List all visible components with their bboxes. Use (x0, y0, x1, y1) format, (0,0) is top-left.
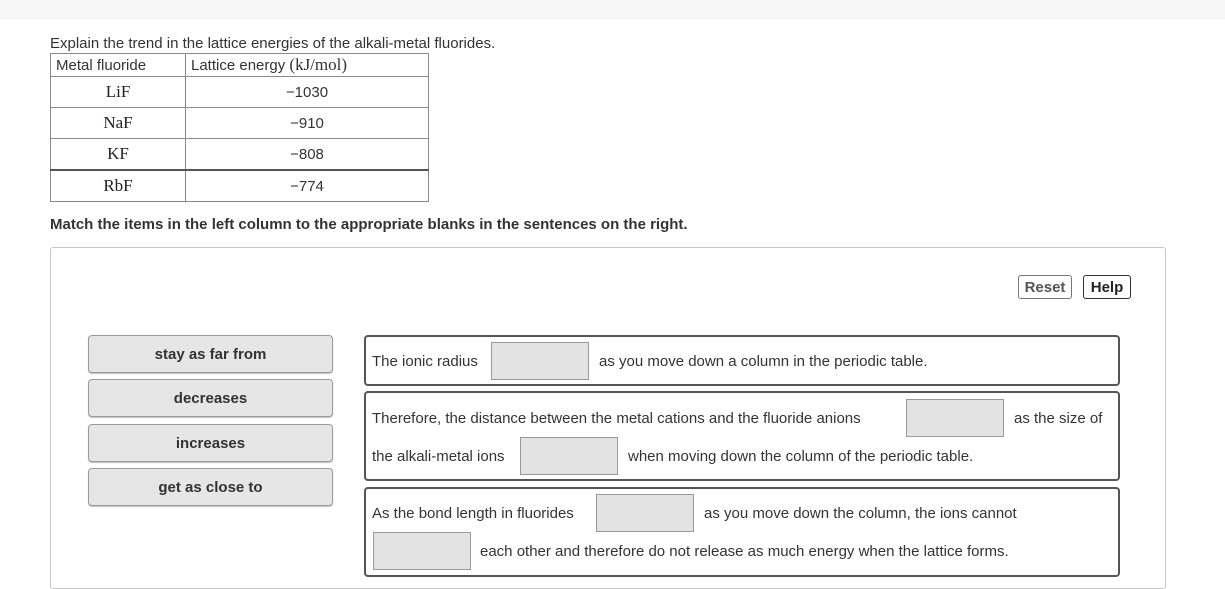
lattice-energy-table (50, 53, 429, 202)
sentence-box-3 (364, 487, 1120, 577)
sentence-3-text-c: each other and therefore do not release as much energy when the lattice forms. (480, 543, 1009, 560)
energy-cell: −774 (186, 170, 429, 202)
drop-target-3[interactable] (520, 437, 618, 475)
header-metal-fluoride: Metal fluoride (51, 54, 186, 77)
table-row (51, 139, 429, 171)
reset-button[interactable]: Reset (1018, 275, 1072, 299)
drop-target-5[interactable] (373, 532, 471, 570)
header-lattice-energy-label: Lattice energy (191, 57, 286, 74)
instruction-text: Match the items in the left column to the appropriate blanks in the sentences on the right. (50, 216, 688, 233)
sentence-2-text-d: when moving down the column of the periodic table. (628, 448, 974, 465)
sentence-1-text-a: The ionic radius (372, 353, 478, 370)
sentence-box-2 (364, 391, 1120, 481)
drag-item-increases[interactable]: increases (88, 424, 333, 462)
help-button[interactable]: Help (1083, 275, 1131, 299)
table-row (51, 77, 429, 108)
metal-cell: LiF (51, 77, 186, 108)
drag-item-decreases[interactable]: decreases (88, 379, 333, 417)
table-row (51, 170, 429, 202)
header-lattice-energy (186, 54, 429, 77)
sentence-3-text-b: as you move down the column, the ions cannot (704, 505, 1017, 522)
sentence-2-text-a: Therefore, the distance between the metal cations and the fluoride anions (372, 410, 861, 427)
metal-cell: KF (51, 139, 186, 171)
drag-item-stay-as-far-from[interactable]: stay as far from (88, 335, 333, 373)
metal-cell: NaF (51, 108, 186, 139)
drop-target-4[interactable] (596, 494, 694, 532)
drop-target-1[interactable] (491, 342, 589, 380)
sentence-2-text-c: the alkali-metal ions (372, 448, 505, 465)
sentence-2-text-b: as the size of (1014, 410, 1103, 427)
drop-target-2[interactable] (906, 399, 1004, 437)
energy-cell: −1030 (186, 77, 429, 108)
sentence-3-text-a: As the bond length in fluorides (372, 505, 574, 522)
drag-item-get-as-close-to[interactable]: get as close to (88, 468, 333, 506)
table-header-row (51, 54, 429, 77)
sentence-1-text-b: as you move down a column in the periodic table. (599, 353, 928, 370)
top-bar (0, 0, 1225, 19)
header-unit: (kJ/mol) (289, 55, 348, 74)
energy-cell: −910 (186, 108, 429, 139)
question-text: Explain the trend in the lattice energies of the alkali-metal fluorides. (50, 35, 496, 52)
table-row (51, 108, 429, 139)
metal-cell: RbF (51, 170, 186, 202)
energy-cell: −808 (186, 139, 429, 171)
